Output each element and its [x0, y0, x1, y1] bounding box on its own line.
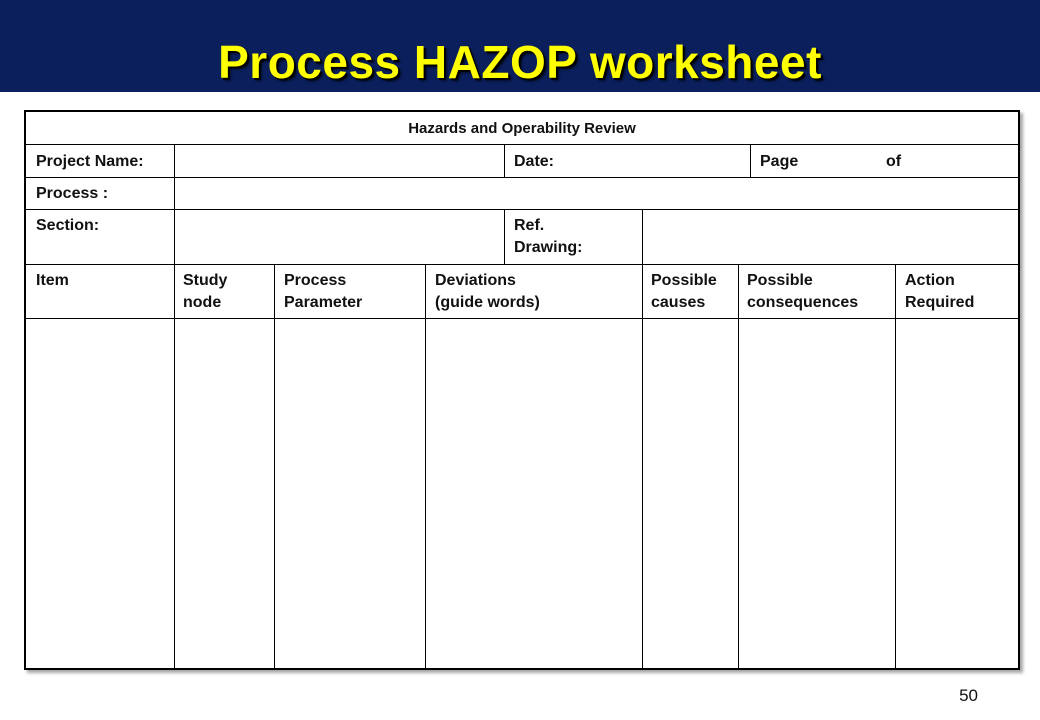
col-divider — [174, 177, 175, 209]
col-header-line1: Study — [183, 272, 228, 289]
col-divider — [750, 144, 751, 177]
page-title: Process HAZOP worksheet — [218, 36, 822, 88]
col-header-study-node — [183, 270, 227, 314]
col-divider — [425, 264, 426, 670]
col-header-line2: Required — [905, 294, 975, 311]
col-divider — [895, 264, 896, 670]
col-divider — [642, 209, 643, 264]
col-header-line2: node — [183, 294, 222, 311]
col-divider — [738, 264, 739, 670]
section-label: Section: — [36, 217, 100, 234]
col-divider — [504, 144, 505, 177]
process-label: Process : — [36, 185, 109, 202]
col-divider — [274, 264, 275, 670]
col-header-possible-causes — [651, 270, 717, 314]
col-divider — [174, 209, 175, 264]
col-header-possible-consequences — [747, 270, 858, 314]
col-header-line2: consequences — [747, 294, 859, 311]
col-divider — [174, 144, 175, 177]
ref-drawing-label-line2: Drawing: — [514, 239, 583, 256]
col-header-deviations — [435, 270, 540, 314]
col-header-line1: Possible — [747, 272, 813, 289]
col-header-line1: Process — [284, 272, 347, 289]
col-header-action-required — [905, 270, 974, 314]
col-header-line1: Possible — [651, 272, 717, 289]
col-header-line2: (guide words) — [435, 294, 540, 311]
col-divider — [642, 264, 643, 670]
col-header-line1: Deviations — [435, 272, 516, 289]
col-header-line2: causes — [651, 294, 706, 311]
project-name-label: Project Name: — [36, 153, 144, 170]
col-divider — [174, 264, 175, 670]
col-header-line2: Parameter — [284, 294, 363, 311]
col-header-line1: Action — [905, 272, 955, 289]
page-number: 50 — [959, 686, 978, 705]
of-label: of — [886, 153, 902, 170]
col-divider — [504, 209, 505, 264]
hazop-worksheet-table — [24, 110, 1020, 670]
col-header-line1: Item — [36, 272, 69, 289]
page-label: Page — [760, 153, 799, 170]
col-header-item — [36, 270, 69, 292]
worksheet-heading: Hazards and Operability Review — [408, 120, 636, 137]
date-label: Date: — [514, 153, 555, 170]
ref-drawing-label-line1: Ref. — [514, 217, 545, 234]
col-header-process-parameter — [284, 270, 362, 314]
